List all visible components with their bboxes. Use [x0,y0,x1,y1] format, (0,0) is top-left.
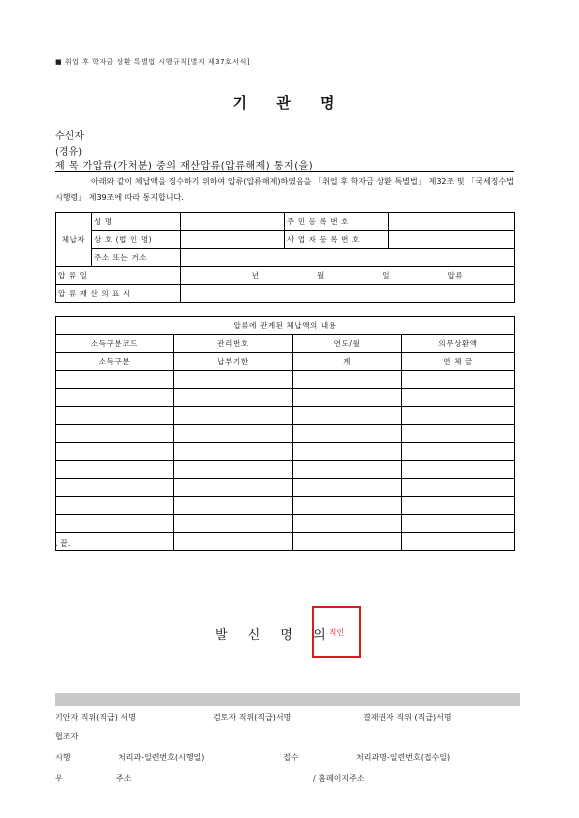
table-cell[interactable] [174,497,293,515]
table-cell[interactable] [56,425,174,443]
table-cell[interactable] [56,533,174,551]
recipient-label: 수신자 [55,131,84,142]
table-row [56,479,515,497]
seizure-date-label: 압 류 일 [56,267,181,285]
address-label: 주소 또는 거소 [92,249,181,267]
receipt-number: 처리과명-일련번호(접수일) [356,753,451,762]
organization-name: 기 관 명 [232,94,347,112]
debtor-table [55,212,515,303]
name-value-cell[interactable] [181,213,285,231]
via-label: (경유) [55,147,83,158]
table-cell[interactable] [56,515,174,533]
subject-divider [55,171,514,172]
table-row [56,533,515,551]
table-row [56,371,515,389]
subject-line: 제 목 가압류(가처분) 중의 재산압류(압류해제) 통지(을) [55,161,314,172]
table-cell[interactable] [293,425,402,443]
table-row [56,425,515,443]
biz-no-label: 사 업 자 등 록 번 호 [285,231,389,249]
table-cell[interactable] [402,371,515,389]
table-cell[interactable] [402,461,515,479]
table-row [56,461,515,479]
arrears-section-title: 압류에 관계된 체납액의 내용 [56,317,515,335]
header-income-type: 소득구분 [56,353,174,371]
property-value-cell[interactable] [181,285,515,303]
seizure-date-value[interactable] [181,267,515,285]
header-due-date: 납부기한 [174,353,293,371]
homepage-label: / 홈페이지주소 [313,774,365,783]
table-row [56,497,515,515]
date-year: 년 [251,271,260,280]
footer-divider-bar [55,693,520,706]
table-cell[interactable] [174,443,293,461]
biz-no-value-cell[interactable] [389,231,515,249]
reviewer-label: 검토자 직위(직급)서명 [213,713,292,722]
company-value-cell[interactable] [181,231,285,249]
approver-label: 결재권자 직위 (직급)서명 [363,713,452,722]
cooperator-label: 협조자 [55,732,79,741]
company-label: 상 호 (법 인 명) [92,231,181,249]
table-cell[interactable] [293,407,402,425]
table-cell[interactable] [293,479,402,497]
address-value-cell[interactable] [181,249,515,267]
official-seal-box [312,606,361,658]
table-cell[interactable] [174,371,293,389]
table-row [56,407,515,425]
table-cell[interactable] [293,371,402,389]
table-row [56,389,515,407]
enforcement-label: 시행 [55,753,71,762]
date-month: 월 [316,271,325,280]
end-mark: . 끝. [55,539,71,548]
date-day: 일 [382,271,391,280]
table-cell[interactable] [56,407,174,425]
table-cell[interactable] [402,515,515,533]
receipt-label: 접수 [283,753,299,762]
header-obligation-amount: 의무상환액 [402,335,515,353]
table-cell[interactable] [56,461,174,479]
rrn-label: 주 민 등 록 번 호 [285,213,389,231]
header-management-no: 관리번호 [174,335,293,353]
table-cell[interactable] [174,389,293,407]
table-row [56,443,515,461]
table-cell[interactable] [402,425,515,443]
table-row [56,515,515,533]
table-cell[interactable] [56,443,174,461]
table-cell[interactable] [174,461,293,479]
table-cell[interactable] [402,407,515,425]
table-cell[interactable] [56,479,174,497]
rrn-value-cell[interactable] [389,213,515,231]
table-cell[interactable] [402,479,515,497]
seal-text: 직인 [328,627,345,637]
table-cell[interactable] [293,533,402,551]
form-reference: ■ 취업 후 학자금 상환 특별법 시행규칙[별지 제37호서식] [55,58,251,66]
table-cell[interactable] [402,389,515,407]
table-cell[interactable] [402,533,515,551]
table-cell[interactable] [293,515,402,533]
table-cell[interactable] [402,497,515,515]
table-cell[interactable] [174,407,293,425]
arrears-table [55,316,515,551]
sender-title: 발 신 명 의 [215,628,334,643]
enforcement-number: 처리과-일련번호(시행일) [118,753,205,762]
header-late-fee: 연 체 금 [402,353,515,371]
table-cell[interactable] [402,443,515,461]
postal-label: 우 [55,774,63,783]
header-income-code: 소득구분코드 [56,335,174,353]
table-cell[interactable] [293,497,402,515]
table-cell[interactable] [293,443,402,461]
table-cell[interactable] [174,479,293,497]
drafter-label: 기안자 직위(직급) 서명 [55,713,136,722]
table-cell[interactable] [174,425,293,443]
header-total: 계 [293,353,402,371]
table-cell[interactable] [56,371,174,389]
table-cell[interactable] [174,533,293,551]
table-cell[interactable] [56,389,174,407]
table-cell[interactable] [293,389,402,407]
header-year-month: 연도/월 [293,335,402,353]
debtor-group-label: 체납자 [56,213,92,267]
name-label: 성 명 [92,213,181,231]
date-suffix: 압류 [447,271,464,280]
table-cell[interactable] [293,461,402,479]
address-footer-label: 주소 [116,774,132,783]
notice-body: 아래와 같이 체납액을 징수하기 위하여 압류(압류해제)하였음을 「취업 후 학자금 상환 특별법」 제32조 및 「국세징수법 시행령」 제39조에 따라 통지합니다. [55,177,514,202]
table-cell[interactable] [174,515,293,533]
property-label: 압 류 재 산 의 표 시 [56,285,181,303]
table-cell[interactable] [56,497,174,515]
